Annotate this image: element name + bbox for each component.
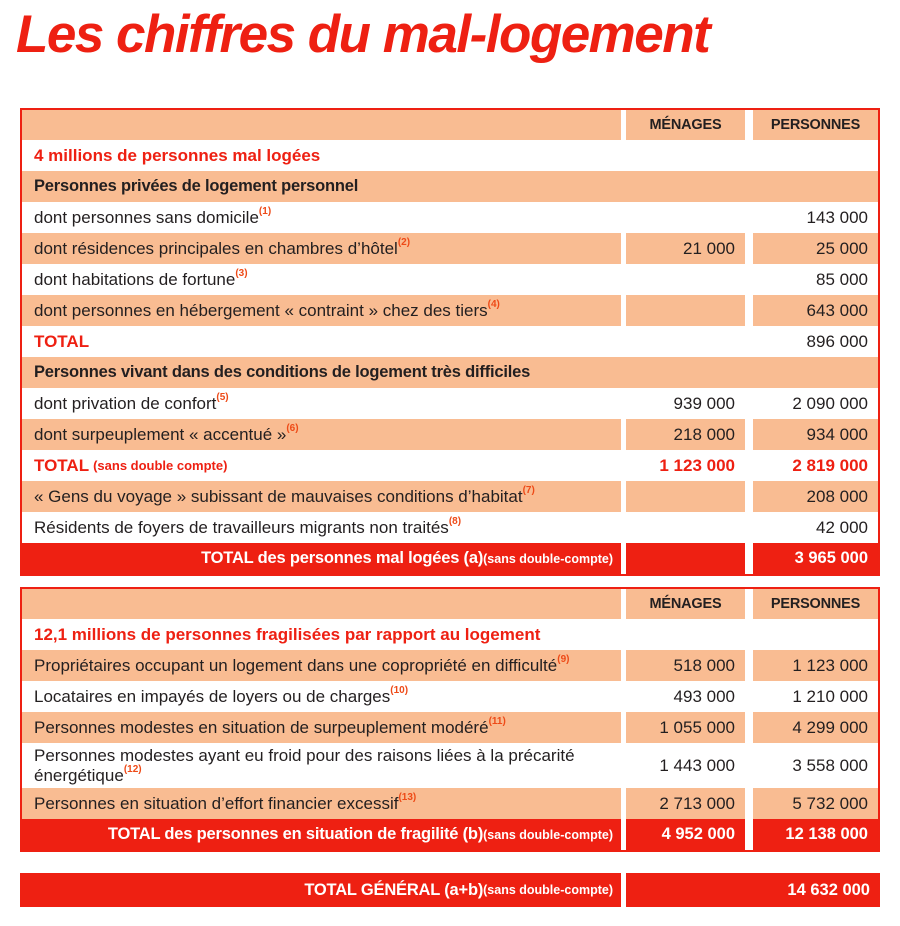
band-label: TOTAL GÉNÉRAL (a+b) (sans double-compte) [304, 880, 613, 899]
table-fragilite [20, 587, 880, 852]
row-label: Personnes modestes en situation de surpeuplement modéré$^{(11)}$ [22, 712, 621, 743]
column-separator [745, 233, 753, 264]
menages-value: 218 000 [626, 419, 745, 450]
table-row [22, 650, 878, 681]
menages-value: 1 055 000 [626, 712, 745, 743]
menages-value [626, 543, 745, 574]
band-label: TOTAL des personnes mal logées (a) (sans double-compte) [201, 549, 613, 568]
column-separator [745, 743, 753, 788]
highlight-row [22, 619, 878, 650]
subtotal-row [22, 326, 878, 357]
column-header-menages: MÉNAGES [626, 110, 745, 140]
row-label: dont surpeuplement « accentué »$^{(6)}$ [22, 419, 621, 450]
personnes-value: 42 000 [816, 517, 868, 537]
footnote-marker: (3) [235, 268, 248, 280]
row-label: Personnes en situation d’effort financier excessif$^{(13)}$ [22, 788, 621, 819]
highlight-label: 12,1 millions de personnes fragilisées par rapport au logement [34, 625, 541, 645]
column-separator [745, 819, 753, 850]
menages-value: 493 000 [673, 686, 735, 706]
footnote-marker: (1) [258, 206, 272, 218]
table-header-row [22, 589, 878, 619]
column-header-personnes: PERSONNES [753, 110, 878, 140]
personnes-value: 643 000 [753, 295, 878, 326]
menages-value [626, 326, 745, 357]
personnes-value: 208 000 [753, 481, 878, 512]
personnes-value: 2 819 000 [792, 455, 868, 475]
table-row [22, 788, 878, 819]
personnes-value: 3 965 000 [794, 549, 868, 568]
footnote-marker: (9) [557, 654, 570, 666]
column-separator [745, 681, 753, 712]
footnote-marker: (7) [522, 485, 535, 497]
row-label: Propriétaires occupant un logement dans une copropriété en difficulté$^{(9)}$ [22, 650, 621, 681]
table-row [22, 419, 878, 450]
row-label: dont résidences principales en chambres d’hôtel$^{(2)}$ [22, 233, 621, 264]
menages-value [626, 264, 745, 295]
footnote-marker: (4) [487, 299, 500, 311]
column-separator [745, 543, 753, 574]
row-label: dont habitations de fortune$^{(3)}$ [34, 268, 248, 290]
column-separator [745, 295, 753, 326]
table-row [22, 233, 878, 264]
table-row [22, 295, 878, 326]
section-label: Personnes privées de logement personnel [22, 171, 878, 202]
footnote-marker: (10) [390, 685, 409, 697]
column-separator [745, 419, 753, 450]
total-band-fragilite [22, 819, 878, 850]
footnote-marker: (2) [397, 237, 411, 249]
table-row [22, 481, 878, 512]
table-row [22, 512, 878, 543]
highlight-row [22, 140, 878, 171]
total-band-mal-loges [22, 543, 878, 574]
personnes-value: 25 000 [753, 233, 878, 264]
page-title: Les chiffres du mal-logement [16, 5, 710, 64]
section-row [22, 171, 878, 202]
table-row [22, 202, 878, 233]
personnes-value: 3 558 000 [792, 755, 868, 775]
menages-value: 518 000 [626, 650, 745, 681]
table-row [22, 681, 878, 712]
header-spacer [22, 589, 621, 619]
column-separator [745, 110, 753, 140]
row-label: TOTAL [34, 331, 90, 351]
column-separator [745, 450, 753, 481]
highlight-label: 4 millions de personnes mal logées [34, 146, 321, 166]
table-row [22, 388, 878, 419]
personnes-value: 1 210 000 [792, 686, 868, 706]
footnote-marker: (13) [398, 792, 417, 804]
row-label: dont personnes en hébergement « contraint » chez des tiers$^{(4)}$ [22, 295, 621, 326]
table-mal-logement [20, 108, 880, 576]
footnote-marker: (5) [216, 392, 229, 404]
row-label: Résidents de foyers de travailleurs migrants non traités$^{(8)}$ [34, 516, 462, 538]
table-header-row [22, 110, 878, 140]
menages-value: 21 000 [626, 233, 745, 264]
grand-total-value: 14 632 000 [787, 880, 870, 899]
footnote-marker: (6) [286, 423, 299, 435]
subtotal-row [22, 450, 878, 481]
personnes-value: 1 123 000 [753, 650, 878, 681]
personnes-value: 5 732 000 [753, 788, 878, 819]
column-separator [745, 712, 753, 743]
menages-value: 1 443 000 [659, 755, 735, 775]
column-header-personnes: PERSONNES [753, 589, 878, 619]
personnes-value: 2 090 000 [792, 393, 868, 413]
row-label: dont personnes sans domicile$^{(1)}$ [34, 206, 272, 228]
column-separator [745, 326, 753, 357]
table-row [22, 264, 878, 295]
menages-value [626, 202, 745, 233]
menages-value: 4 952 000 [661, 825, 735, 844]
menages-value: 939 000 [673, 393, 735, 413]
footnote-marker: (8) [448, 516, 462, 528]
menages-value: 1 123 000 [659, 455, 735, 475]
band-label: TOTAL des personnes en situation de fragilité (b) (sans double-compte) [107, 825, 613, 844]
table-row [22, 712, 878, 743]
footnote-marker: (12) [123, 764, 142, 776]
column-separator [745, 202, 753, 233]
menages-value [626, 295, 745, 326]
personnes-value: 934 000 [753, 419, 878, 450]
column-header-menages: MÉNAGES [626, 589, 745, 619]
section-label: Personnes vivant dans des conditions de logement très difficiles [22, 357, 878, 388]
row-label: dont privation de confort$^{(5)}$ [34, 392, 229, 414]
column-separator [745, 264, 753, 295]
menages-value [626, 481, 745, 512]
column-separator [745, 788, 753, 819]
menages-value [626, 512, 745, 543]
column-separator [745, 589, 753, 619]
section-row [22, 357, 878, 388]
row-label: TOTAL (sans double compte) [34, 455, 228, 475]
row-label: Personnes modestes ayant eu froid pour des raisons liées à la précarité énergétique$^{(12)}$ [34, 746, 575, 785]
table-row [22, 743, 878, 788]
personnes-value: 85 000 [816, 269, 868, 289]
personnes-value: 896 000 [806, 331, 868, 351]
header-spacer [22, 110, 621, 140]
personnes-value: 4 299 000 [753, 712, 878, 743]
row-label: « Gens du voyage » subissant de mauvaises conditions d’habitat$^{(7)}$ [22, 481, 621, 512]
column-separator [745, 481, 753, 512]
personnes-value: 12 138 000 [785, 825, 868, 844]
menages-value: 2 713 000 [626, 788, 745, 819]
column-separator [745, 650, 753, 681]
personnes-value: 143 000 [806, 207, 868, 227]
grand-total-band [20, 873, 880, 907]
column-separator [745, 388, 753, 419]
footnote-marker: (11) [488, 716, 506, 728]
row-label: Locataires en impayés de loyers ou de charges$^{(10)}$ [34, 685, 409, 707]
column-separator [745, 512, 753, 543]
